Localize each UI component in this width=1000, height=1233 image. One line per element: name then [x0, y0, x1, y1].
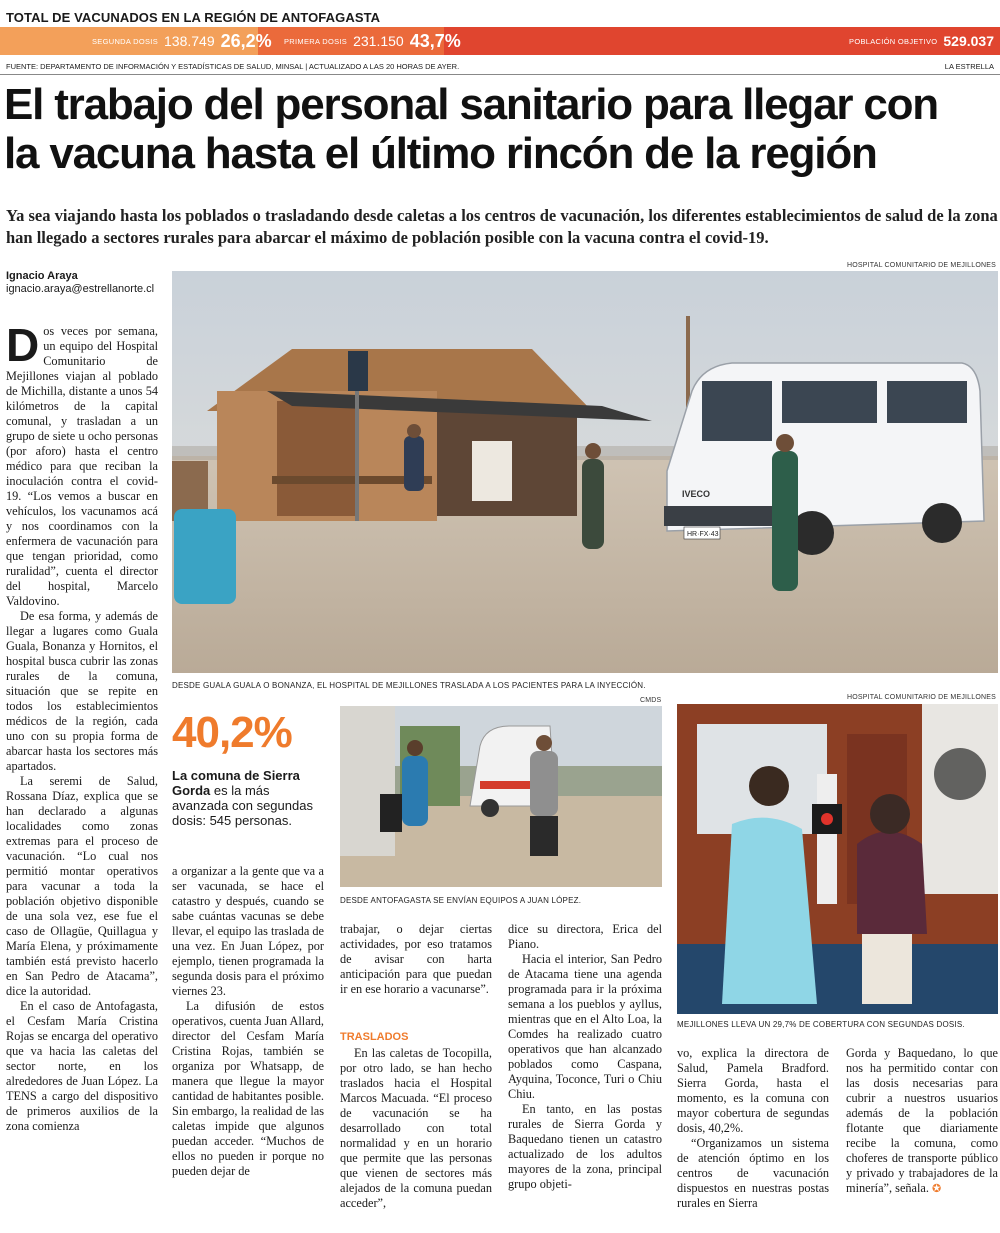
body-paragraph: os veces por semana, un equipo del Hospital Comunitario de Mejillones viajan al poblado de Michilla, distante a unos 54 kilómetros de la capital comunal, y trasladan a un grupo de siete u ocho personas (por aforo) hasta el centro médico para que reciban la inoculación contra el covid-19. “Los vemos a buscar en vehículos, los vacunamos acá y nos coordinamos con la enfermera de vacunación para que tengan prioridad, como ruralidad”, cuenta el director del hospital, Marcelo Valdovino. [6, 324, 158, 608]
publication-name: LA ESTRELLA [944, 62, 994, 71]
body-column-4 [508, 922, 662, 1192]
body-paragraph: a organizar a la gente que va a ser vacunada, se hace el catastro y después, cuando se sabe cuántas vacunas se debe llevar, el equipo las traslada de una vez. En Juan López, por ejemplo, tienen programada la segunda dosis para el próximo viernes 23. [172, 864, 324, 998]
first-dose-stat [284, 27, 461, 55]
article-dek: Ya sea viajando hasta los poblados o trasladando desde caletas a los centros de vacunación, los diferentes establecimientos de salud de la zona han llegado a sectores rurales para abarcar el máximo de población posible con la vacuna contra el covid-19. [6, 206, 998, 247]
stat-number: 40,2% [172, 708, 292, 757]
author-email[interactable]: ignacio.araya@estrellanorte.cl [6, 283, 155, 295]
body-column-3 [340, 922, 492, 997]
second-dose-percent: 26,2% [220, 30, 272, 51]
main-photo-caption: DESDE GUALA GUALA O BONANZA, EL HOSPITAL DE MEJILLONES TRASLADA A LOS PACIENTES PARA LA INYECCIÓN. [172, 681, 646, 690]
drop-cap: D [6, 319, 40, 371]
data-source: FUENTE: DEPARTAMENTO DE INFORMACIÓN Y ESTADÍSTICAS DE SALUD, MINSAL | ACTUALIZADO A LAS 20 HORAS DE AYER. [6, 62, 460, 71]
body-paragraph: La seremi de Salud, Rossana Díaz, explica que se han declarado a algunas localidades como zonas extremas para el proceso de vacunación. “Lo cual nos permitió montar operativos para vacunar a toda la población objetivo disponible de una sola vez, ese fue el caso de Ollagüe, Quillagua y María Elena, y próximamente también está previsto hacerlo en San Pedro de Atacama”, dice la autoridad. [6, 774, 158, 998]
first-dose-label: PRIMERA DOSIS [284, 36, 348, 46]
main-photo-illustration [172, 271, 998, 673]
body-paragraph: La difusión de estos operativos, cuenta Juan Allard, director del Cesfam María Cristina Rojas, también se organiza por Whatsapp, de manera que llegue la mayor cantidad de habitantes posible. Sin embargo, la realidad de las caletas impide que algunos puedan acceder. “Muchos de ellos no pueden ir porque no pueden dejar de [172, 999, 324, 1178]
stat-text-bold: La comuna de Sierra Gorda [172, 768, 300, 798]
target-population-stat [849, 27, 994, 55]
second-photo-caption: DESDE ANTOFAGASTA SE ENVÍAN EQUIPOS A JUAN LÓPEZ. [340, 896, 582, 905]
main-photo-credit: HOSPITAL COMUNITARIO DE MEJILLONES [846, 262, 996, 269]
van-brand: IVECO [682, 489, 711, 499]
second-dose-stat [92, 27, 272, 55]
author-name: Ignacio Araya [6, 270, 78, 282]
second-dose-label: SEGUNDA DOSIS [92, 36, 158, 46]
second-photo-credit: CMDS [640, 697, 662, 704]
body-paragraph: trabajar, o dejar ciertas actividades, por eso tratamos de avisar con harta anticipación para que puedan ir en ese horario a vacunarse”. [340, 922, 492, 996]
end-mark-icon: ✪ [932, 1182, 942, 1195]
second-photo [340, 706, 662, 887]
body-paragraph: Gorda y Baquedano, lo que nos ha permitido contar con las dosis necesarias para cubrir a nuestros usuarios además de la población flotante que diariamente recibe la comuna, como choferes de transporte público y privado y trabajadores de la minería”, señala. [846, 1046, 998, 1195]
headline-line-1: El trabajo del personal sanitario para llegar con [4, 80, 938, 129]
main-photo [172, 271, 998, 673]
second-photo-illustration [340, 706, 662, 887]
body-paragraph: En el caso de Antofagasta, el Cesfam María Cristina Rojas se encarga del operativo que va hacia las caletas del sector norte, en los alrededores de Juan López. La TENS a cargo del dispositivo de primeros auxilios de la zona comienza [6, 999, 158, 1133]
body-paragraph: dice su directora, Erica del Piano. [508, 922, 662, 951]
second-dose-count: 138.749 [164, 33, 215, 49]
body-column-2 [172, 864, 324, 1179]
body-paragraph: “Organizamos un sistema de atención óptimo en los centros de vacunación dispuestos en nuestras postas rurales en Sierra [677, 1136, 829, 1210]
body-column-6 [846, 1046, 998, 1196]
body-column-3b [340, 1046, 492, 1211]
body-paragraph: vo, explica la directora de Salud, Pamela Bradford. Sierra Gorda, hasta el momento, es la comuna con mayor cobertura de segundas dosis, 40,2%. [677, 1046, 829, 1135]
first-dose-count: 231.150 [353, 33, 404, 49]
van-plate: HR·FX·43 [687, 531, 719, 538]
body-column-1 [6, 319, 158, 1134]
third-photo [677, 704, 998, 1014]
body-column-5 [677, 1046, 829, 1211]
headline-line-2: la vacuna hasta el último rincón de la región [4, 129, 877, 178]
vaccination-bar [0, 27, 1000, 55]
target-population-count: 529.037 [943, 33, 994, 49]
target-population-label: POBLACIÓN OBJETIVO [849, 36, 938, 46]
body-paragraph: Hacia el interior, San Pedro de Atacama tiene una agenda programada para ir la próxima semana a los pueblos y ayllus, mientras que en el Alto Loa, la Comdes ha realizado cuatro operativos que han alcanzado poblados como Caspana, Ayquina, Toconce, Turi o Chiu Chiu. [508, 952, 662, 1101]
third-photo-illustration [677, 704, 998, 1014]
body-paragraph: De esa forma, y además de llegar a lugares como Guala Guala, Bonanza y Hornitos, el hospital busca cubrir las zonas rurales de la comuna, situación que se repite en todos los establecimientos médicos de la región, cada uno con su propia forma de abarcar hasta los sectores más apartados. [6, 609, 158, 773]
body-paragraph: En tanto, en las postas rurales de Sierra Gorda y Baquedano tienen un catastro actualizado de los adultos mayores de la zona, principal grupo objeti- [508, 1102, 662, 1191]
subhead-traslados: TRASLADOS [340, 1031, 409, 1043]
third-photo-credit: HOSPITAL COMUNITARIO DE MEJILLONES [846, 694, 996, 701]
third-photo-caption: MEJILLONES LLEVA UN 29,7% DE COBERTURA CON SEGUNDAS DOSIS. [677, 1020, 965, 1029]
divider [0, 74, 1000, 75]
stat-text [172, 768, 322, 828]
first-dose-percent: 43,7% [409, 30, 461, 51]
headline [4, 80, 1000, 178]
stat-text-rest: es la más avanzada con segundas dosis: 545 personas. [172, 783, 313, 828]
banner-title: TOTAL DE VACUNADOS EN LA REGIÓN DE ANTOFAGASTA [6, 10, 381, 25]
body-paragraph: En las caletas de Tocopilla, por otro lado, se han hecho traslados hacia el Hospital Marcos Macuada. “El proceso de vacunación se ha desarrollado con total normalidad y en un horario que permite que las personas que vienen de sectores más alejados de la comuna puedan acceder”, [340, 1046, 492, 1210]
